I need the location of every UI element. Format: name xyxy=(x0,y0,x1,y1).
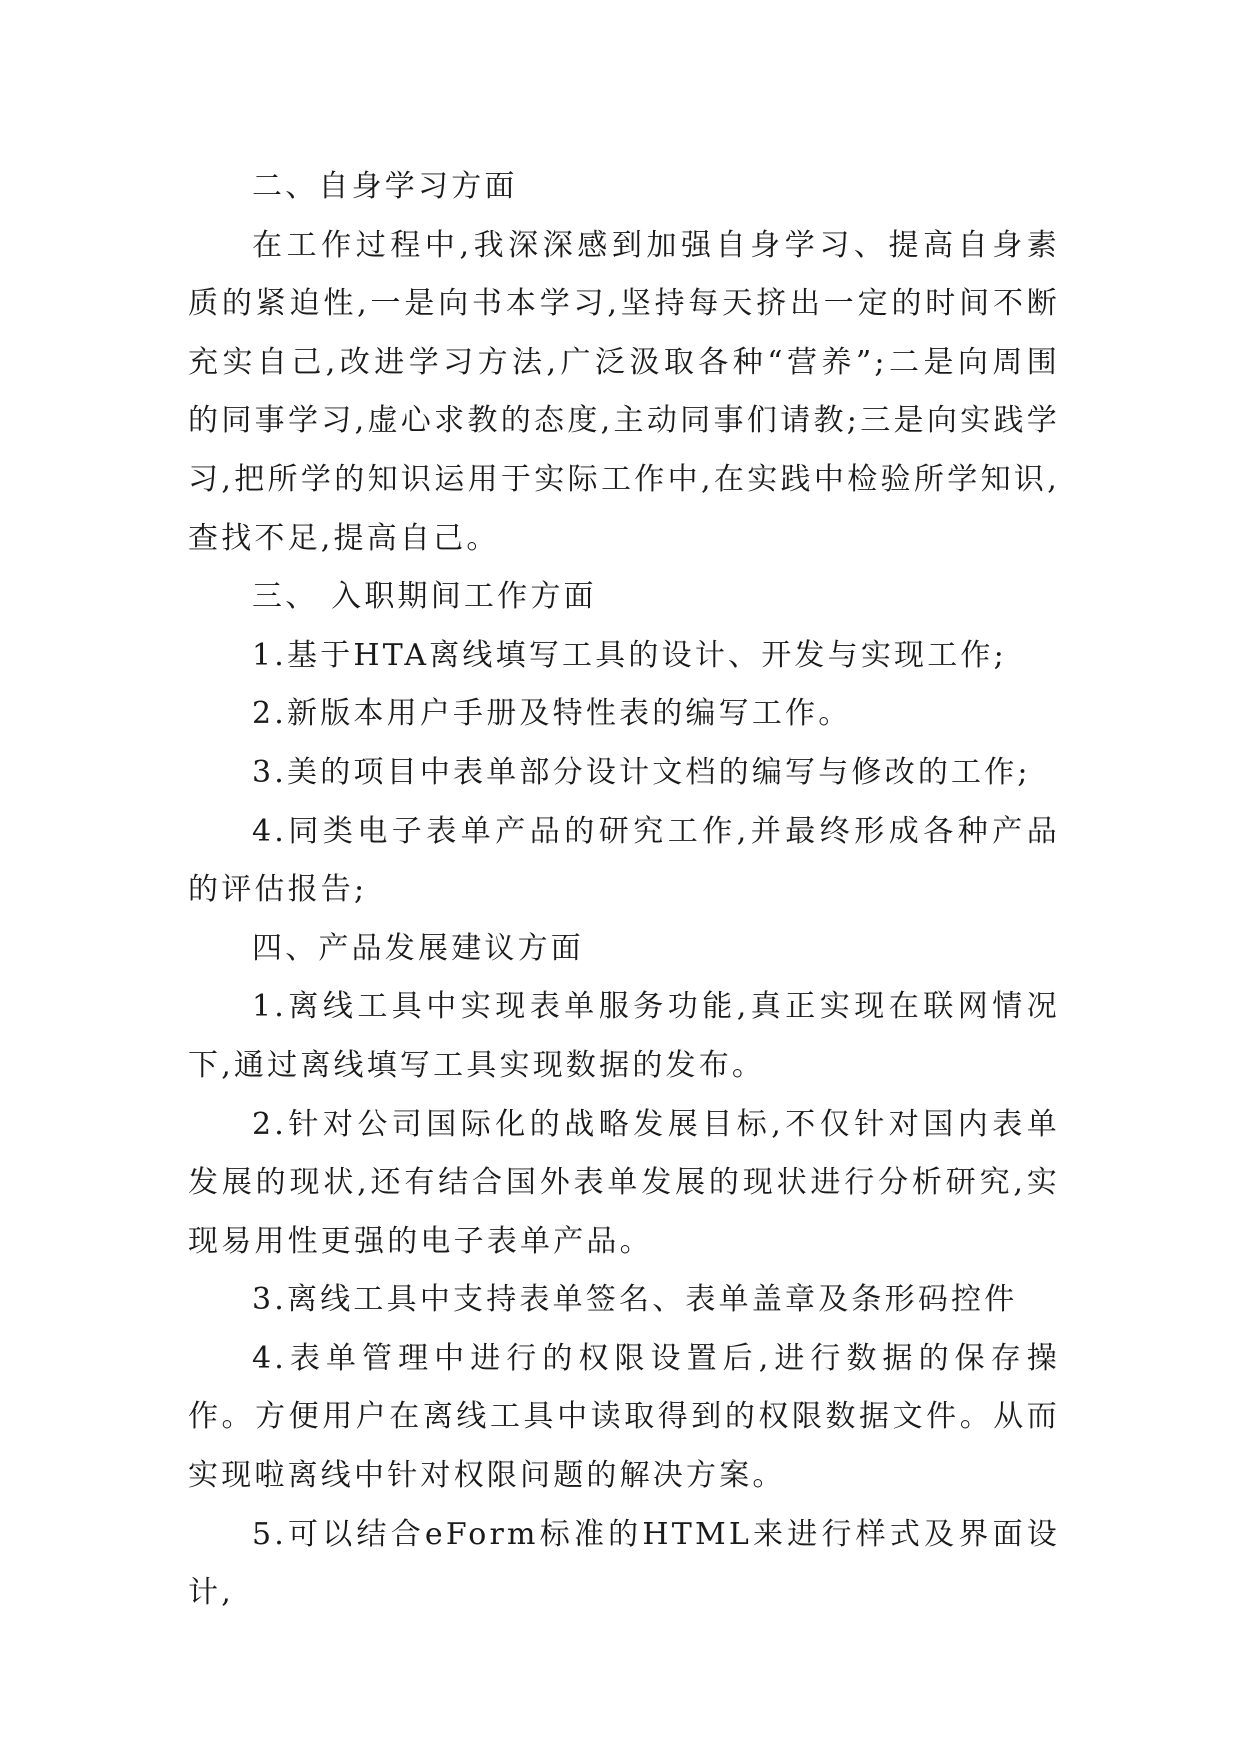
section-heading-self-study: 二、自身学习方面 xyxy=(252,169,518,204)
paragraph-self-study: 在工作过程中,我深深感到加强自身学习、提高自身素质的紧迫性,一是向书本学习,坚持每天挤出一定的时间不断充实自己,改进学习方法,广泛汲取各种“营养”;二是向周围的同事学习,虚心求教的态度,主动同事们请教;三是向实践学习,把所学的知识运用于实际工作中,在实践中检验所学知识,查找不足,提高自己。 xyxy=(188,227,1060,556)
list-item-suggestion-4: 4.表单管理中进行的权限设置后,进行数据的保存操作。方便用户在离线工具中读取得到的权限数据文件。从而实现啦离线中针对权限问题的解决方案。 xyxy=(188,1340,1060,1494)
list-item-work-1: 1.基于HTA离线填写工具的设计、开发与实现工作; xyxy=(252,637,1007,673)
document-body xyxy=(188,158,1060,1623)
list-item-suggestion-1: 1.离线工具中实现表单服务功能,真正实现在联网情况下,通过离线填写工具实现数据的发布。 xyxy=(188,989,1060,1083)
section-heading-suggestions: 四、产品发展建议方面 xyxy=(252,930,584,966)
list-item-work-2: 2.新版本用户手册及特性表的编写工作。 xyxy=(252,696,852,732)
section-heading-work: 三、 入职期间工作方面 xyxy=(252,579,597,615)
list-item-work-4: 4.同类电子表单产品的研究工作,并最终形成各种产品的评估报告; xyxy=(188,813,1060,908)
list-item-suggestion-5: 5.可以结合eForm标准的HTML来进行样式及界面设计, xyxy=(188,1516,1060,1611)
list-item-suggestion-2: 2.针对公司国际化的战略发展目标,不仅针对国内表单发展的现状,还有结合国外表单发展的现状进行分析研究,实现易用性更强的电子表单产品。 xyxy=(188,1106,1060,1259)
list-item-work-3: 3.美的项目中表单部分设计文档的编写与修改的工作; xyxy=(252,754,1031,790)
list-item-suggestion-3: 3.离线工具中支持表单签名、表单盖章及条形码控件 xyxy=(252,1282,1018,1318)
